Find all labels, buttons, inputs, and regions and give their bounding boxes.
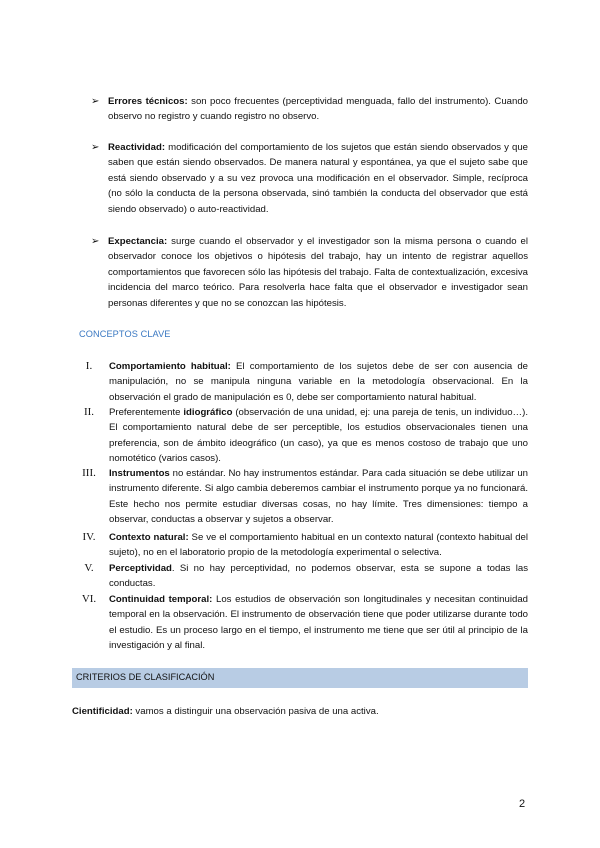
- concepto-term: Perceptividad: [109, 563, 172, 574]
- concepto-text: El comportamiento de los sujetos debe de ser con ausencia de manipulación, no se manipula ninguna variable en la metodología observacional. En la observación el grado de manipulación es 0, debe ser comportamiento natural habitual.: [109, 361, 528, 403]
- bullet-item-errores: [91, 94, 528, 125]
- concepto-term: idiográfico: [183, 407, 233, 418]
- cientificidad-text: vamos a distinguir una observación pasiva de una activa.: [132, 706, 379, 717]
- roman-numeral: VI.: [81, 593, 97, 605]
- bullet-term: Reactividad:: [108, 142, 166, 153]
- concepto-item-4: [76, 530, 528, 561]
- concepto-paragraph: [109, 359, 528, 405]
- concepto-pre: Preferentemente: [109, 407, 184, 418]
- concepto-paragraph: [109, 561, 528, 592]
- bullet-item-expectancia: [91, 234, 528, 311]
- bullet-text: son poco frecuentes (perceptividad menguada, fallo del instrumento). Cuando observo no registro y cuando registro no observo.: [108, 96, 528, 123]
- concepto-item-2: [76, 405, 528, 467]
- bullet-item-reactividad: [91, 140, 528, 217]
- concepto-item-6: [76, 592, 528, 654]
- arrow-bullet-icon: ➢: [91, 96, 100, 107]
- concepto-term: Contexto natural:: [109, 532, 189, 543]
- roman-numeral: I.: [85, 360, 93, 372]
- criterios-clasificacion-heading: [72, 668, 528, 688]
- roman-numeral: V.: [84, 562, 94, 574]
- criterios-heading-text: CRITERIOS DE CLASIFICACIÓN: [76, 672, 215, 682]
- concepto-text: . Si no hay perceptividad, no podemos observar, esta se supone a todas las conductas.: [109, 563, 528, 590]
- concepto-item-3: [76, 466, 528, 528]
- concepto-paragraph: [109, 530, 528, 561]
- bullet-text: surge cuando el observador y el investigador son la misma persona o cuando el observador conoce los objetivos o hipótesis del trabajo, hay un intento de registrar aquellos comportamientos que favorecen sólo las hipótesis del trabajo. Falta de contextualización, excesiva incidencia del marco teórico. Para resolverla hace falta que el observador e investigador sean personas diferentes y que no se conozcan las hipótesis.: [108, 236, 528, 309]
- arrow-bullet-icon: ➢: [91, 142, 100, 153]
- roman-numeral: II.: [83, 406, 95, 418]
- concepto-paragraph: [109, 592, 528, 654]
- roman-numeral: III.: [82, 467, 96, 479]
- concepto-paragraph: [109, 405, 528, 467]
- cientificidad-term: Cientificidad:: [72, 706, 133, 717]
- concepto-term: Continuidad temporal:: [109, 594, 213, 605]
- bullet-paragraph: [108, 234, 528, 311]
- bullet-text: modificación del comportamiento de los sujetos que están siendo observados y que saben que están siendo observados. De manera natural y espontánea, ya que el sujeto sabe que está siendo observado y a su vez provoca una modificación en el observador. Simple, recíproca (no sólo la conducta de la persona observada, sinó también la conducta del observador que está siendo observado) o auto-reactividad.: [108, 142, 528, 215]
- roman-numeral: IV.: [82, 531, 96, 543]
- concepto-text: no estándar. No hay instrumentos estándar. Para cada situación se debe utilizar un instrumento diferente. Si algo cambia deberemos cambiar el instrumento porque ya no funcionará. Este hecho nos permite estudiar diversas cosas, no hay límite. Tres dimensiones: tiempo a observar, conductas a observar y sujetos a observar.: [109, 468, 528, 526]
- arrow-bullet-icon: ➢: [91, 236, 100, 247]
- concepto-text: Los estudios de observación son longitudinales y necesitan continuidad temporal en la observación. El instrumento de observación tiene que poder utilizarse durante todo el estudio. Es un proceso largo en el tiempo, el instrumento me tiene que ser útil al principio de la investigación y al final.: [109, 594, 528, 652]
- bullet-term: Expectancia:: [108, 236, 168, 247]
- conceptos-clave-heading: CONCEPTOS CLAVE: [79, 329, 171, 339]
- concepto-term: Comportamiento habitual:: [109, 361, 231, 372]
- bullet-term: Errores técnicos:: [108, 96, 188, 107]
- cientificidad-paragraph: [72, 704, 528, 719]
- concepto-item-5: [76, 561, 528, 592]
- concepto-term: Instrumentos: [109, 468, 170, 479]
- bullet-paragraph: [108, 140, 528, 217]
- concepto-item-1: [76, 359, 528, 405]
- page-number: 2: [519, 798, 526, 810]
- concepto-text: (observación de una unidad, ej: una pareja de tenis, un individuo…). El comportamiento natural debe de ser perceptible, los estudios observacionales tienen una preferencia, son de ámbito ideográfico (un caso), ya que es menos costoso de trabajo que uno nomotético (varios casos).: [109, 407, 528, 465]
- bullet-paragraph: [108, 94, 528, 125]
- concepto-paragraph: [109, 466, 528, 528]
- concepto-text: Se ve el comportamiento habitual en un contexto natural (contexto habitual del sujeto), no en el laboratorio propio de la metodología experimental o selectiva.: [109, 532, 528, 559]
